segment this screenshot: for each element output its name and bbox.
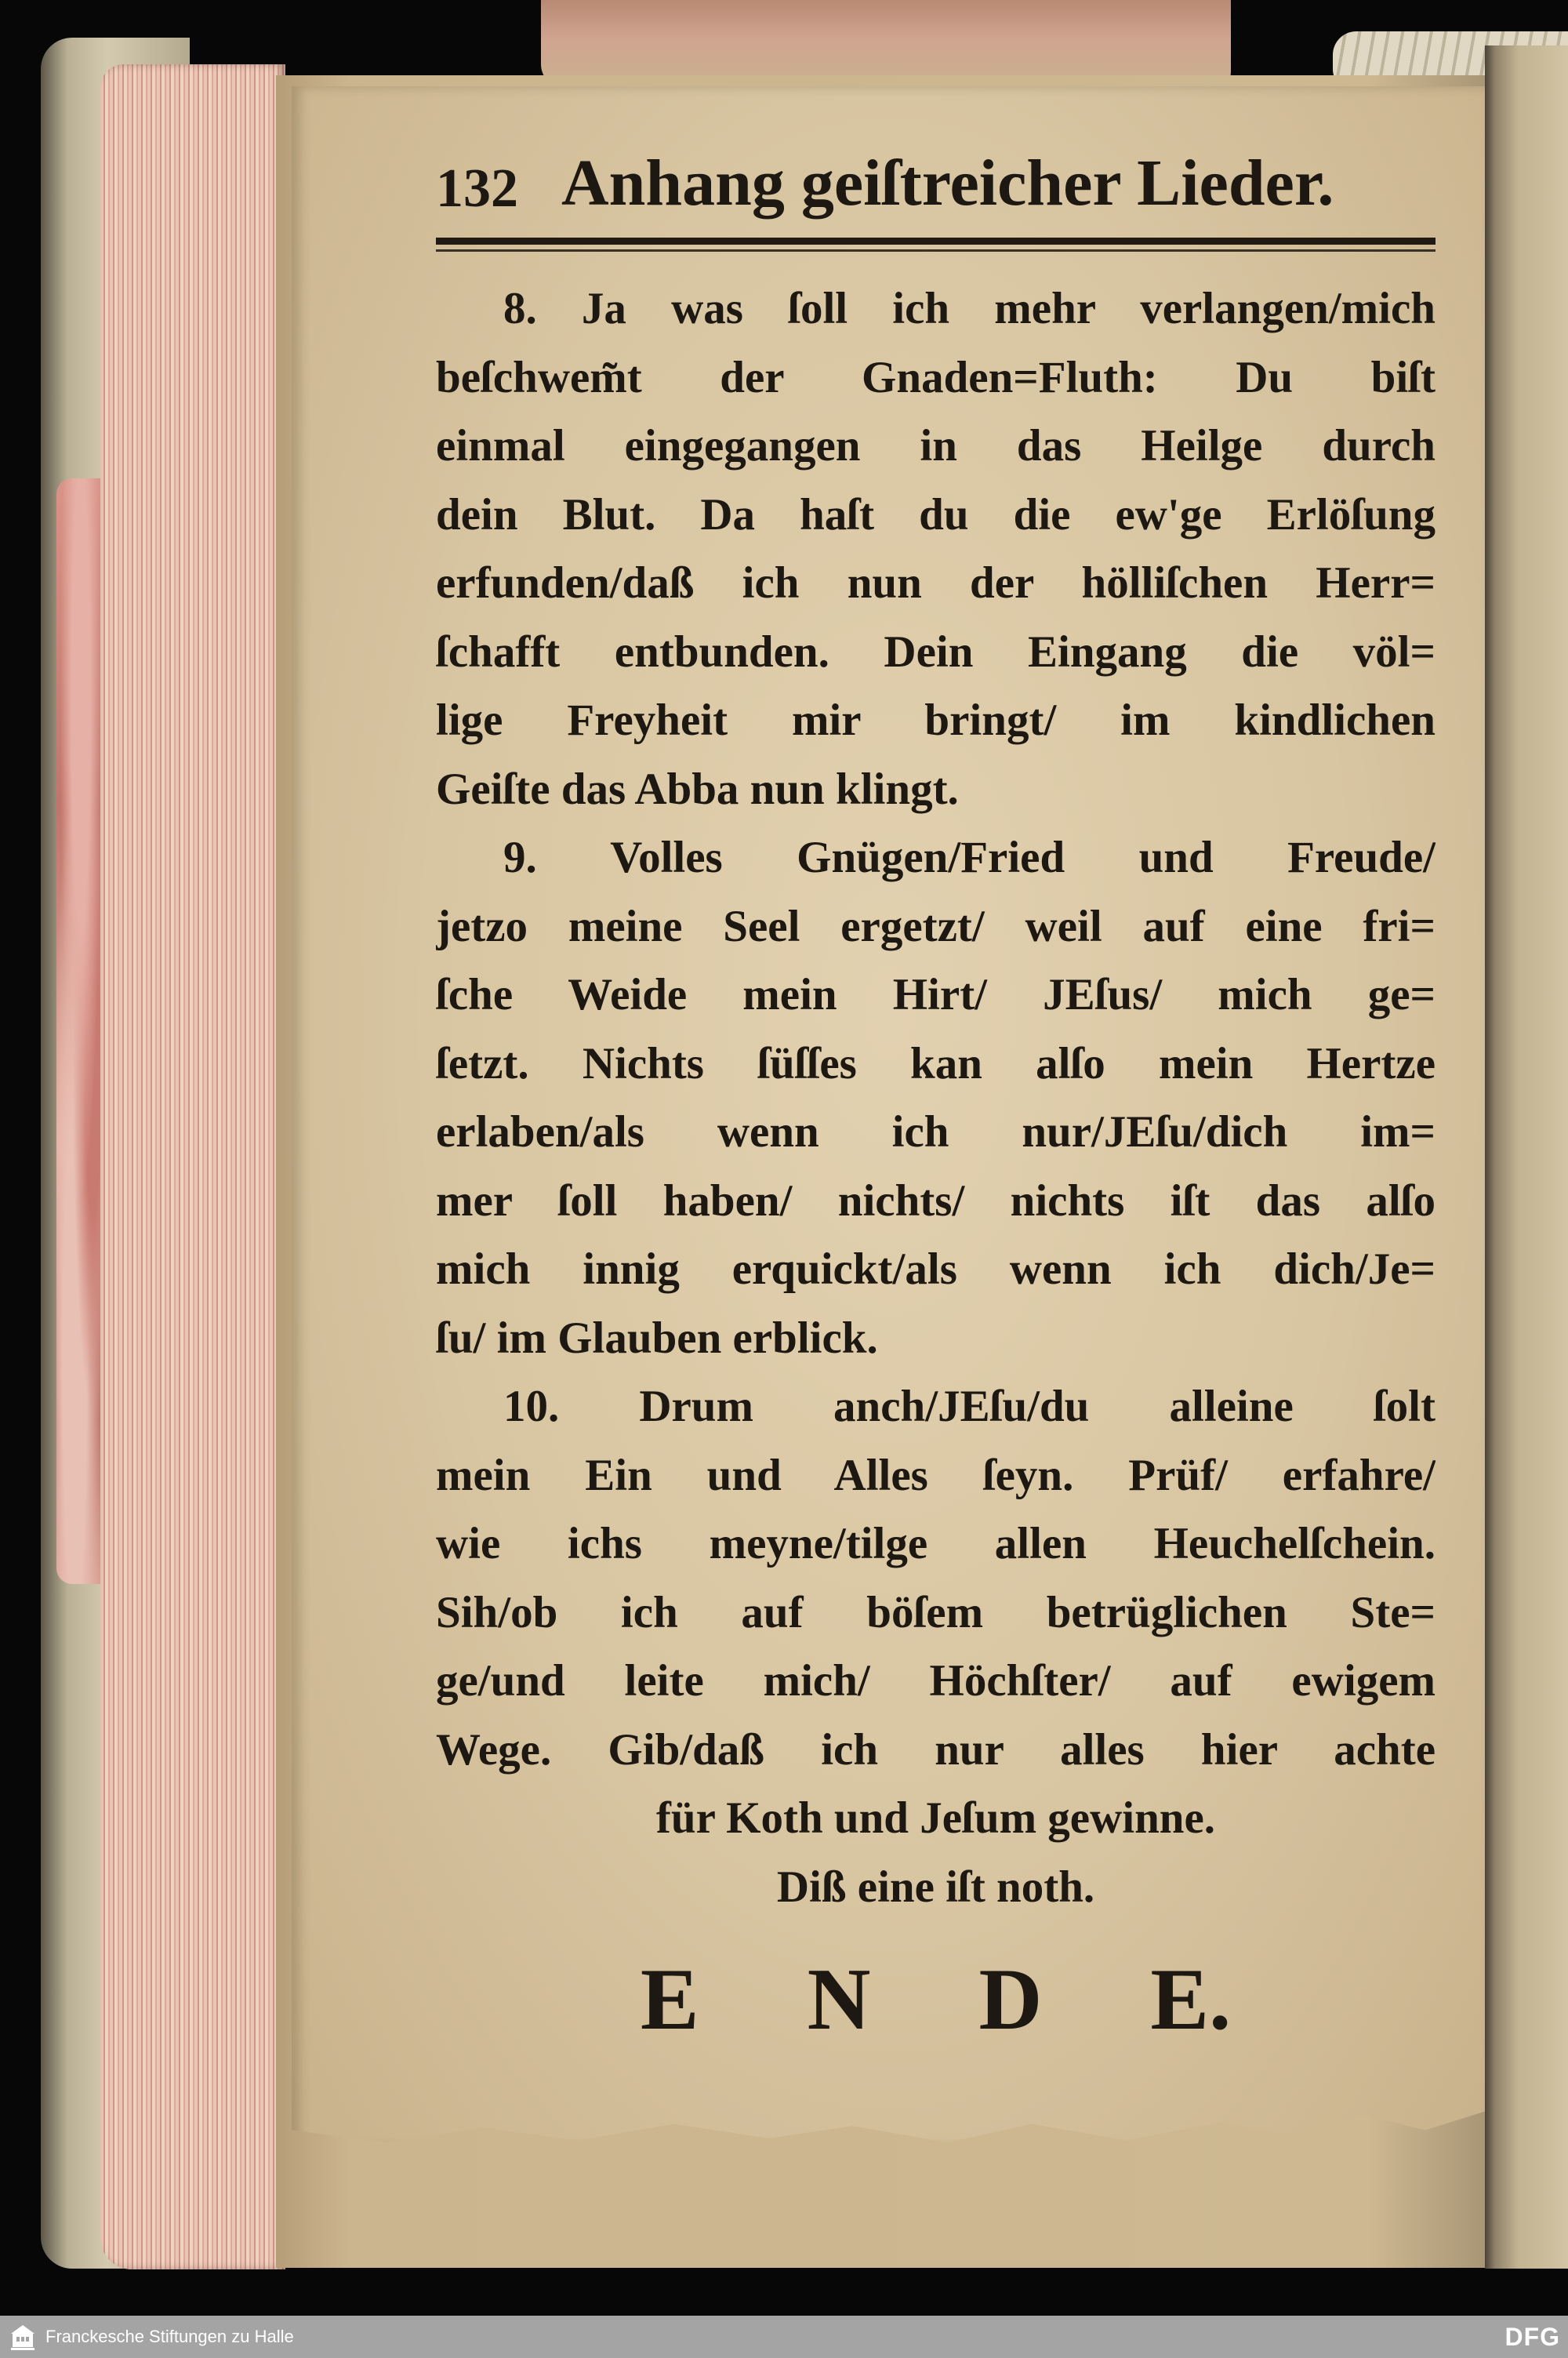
verse-line: ſchafft entbunden. Dein Eingang die völ= xyxy=(436,627,1436,677)
verse-line: ge/und leite mich/ Höchſter/ auf ewigem xyxy=(436,1656,1436,1706)
header-rule-thin xyxy=(436,249,1436,252)
verse-line: mein Ein und Alles ſeyn. Prüf/ erfahre/ xyxy=(436,1450,1436,1500)
verse-number: 8. xyxy=(503,284,537,333)
verse-number: 10. xyxy=(503,1382,560,1431)
page-edge-stack xyxy=(100,64,285,2269)
running-title: Anhang geiſtreicher Lieder. xyxy=(561,147,1334,220)
verse-line: dein Blut. Da haſt du die ew'ge Erlöſung xyxy=(436,489,1436,540)
verse-line: Sih/ob ich auf böſem betrüglichen Ste= xyxy=(436,1587,1436,1637)
verse-line: erlaben/als wenn ich nur/JEſu/dich im= xyxy=(436,1107,1436,1157)
verse-text xyxy=(436,274,1436,1921)
verse-closing-line: für Koth und Jeſum gewinne. xyxy=(655,1793,1216,1843)
verse-line: ſetzt. Nichts ſüſſes kan alſo mein Hertze xyxy=(436,1038,1436,1088)
verse-line-text: Ja was ſoll ich mehr verlangen/mich xyxy=(581,284,1436,333)
verse-line: mer ſoll haben/ nichts/ nichts iſt das alſo xyxy=(436,1175,1436,1226)
verse-line: Geiſte das Abba nun klingt. xyxy=(436,764,959,814)
verse-line: ſche Weide mein Hirt/ JEſus/ mich ge= xyxy=(436,970,1436,1019)
verse-line: wie ichs meyne/tilge allen Heuchelſchein. xyxy=(436,1519,1436,1568)
institution-credit: Franckesche Stiftungen zu Halle xyxy=(45,2327,294,2346)
page-number: 132 xyxy=(436,158,518,219)
dfg-logo: DFG xyxy=(1504,2323,1560,2351)
verse-line: Wege. Gib/daß ich nur alles hier achte xyxy=(436,1724,1436,1775)
verse-line: lige Freyheit mir bringt/ im kindlichen xyxy=(436,696,1436,745)
header-rule xyxy=(436,238,1436,245)
verse-line: einmal eingegangen in das Heilge durch xyxy=(436,421,1436,471)
verse-line-text: Volles Gnügen/Fried und Freude/ xyxy=(610,833,1436,882)
verse-line: ſu/ im Glauben erblick. xyxy=(436,1313,878,1363)
verse-9-line xyxy=(436,823,1436,892)
verse-8-line xyxy=(436,274,1436,343)
verse-number: 9. xyxy=(503,833,537,882)
motto-line: Diß eine iſt noth. xyxy=(776,1862,1095,1912)
viewer-footer xyxy=(0,2316,1568,2358)
facing-page-edge xyxy=(1485,45,1568,2269)
verse-line: mich innig erquickt/als wenn ich dich/Je= xyxy=(436,1244,1436,1294)
verse-10-line xyxy=(436,1372,1436,1441)
verse-line: erfunden/daß ich nun der hölliſchen Herr= xyxy=(436,558,1436,608)
verse-line: jetzo meine Seel ergetzt/ weil auf eine fri= xyxy=(436,901,1436,951)
verse-line: beſchwem̃t der Gnaden=Fluth: Du biſt xyxy=(436,352,1436,402)
verse-line-text: Drum anch/JEſu/du alleine ſolt xyxy=(639,1382,1436,1431)
franckesche-crest-icon xyxy=(9,2322,36,2352)
end-mark: E N D E. xyxy=(640,1951,1232,2048)
